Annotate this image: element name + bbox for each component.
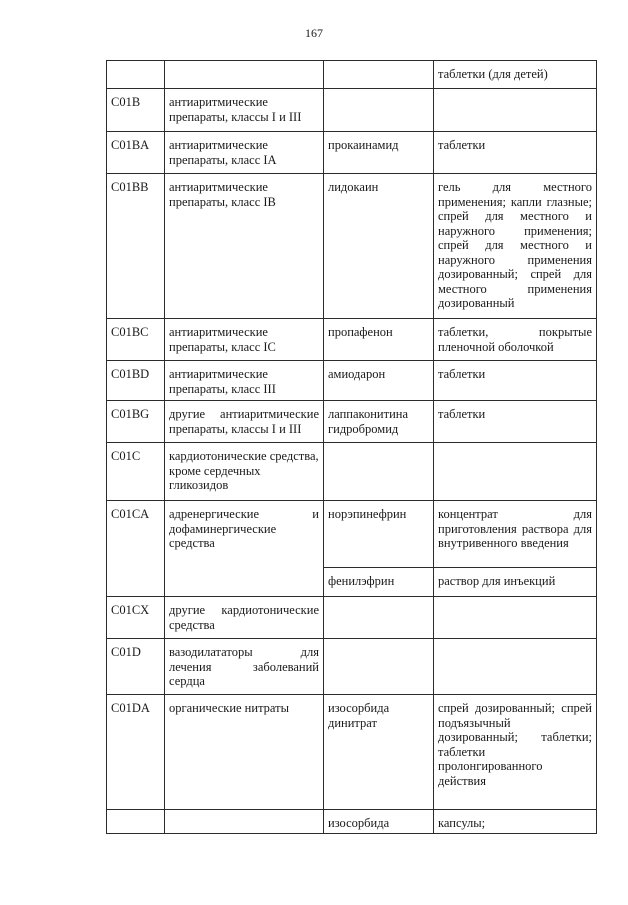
dosage-form-cell xyxy=(434,639,597,695)
atc-code-cell xyxy=(107,61,165,89)
atc-code-cell: C01BD xyxy=(107,361,165,401)
dosage-form-cell: раствор для инъекций xyxy=(434,568,597,597)
drug-name-cell xyxy=(324,639,434,695)
dosage-form-cell xyxy=(434,597,597,639)
drug-name-cell: пропафенон xyxy=(324,319,434,361)
group-name-cell xyxy=(165,810,324,834)
drug-name-cell: норэпинефрин xyxy=(324,501,434,568)
dosage-form-cell: капсулы; xyxy=(434,810,597,834)
drug-name-cell: лаппаконитина гидробромид xyxy=(324,401,434,443)
atc-code-cell: C01CA xyxy=(107,501,165,597)
dosage-form-cell: таблетки xyxy=(434,361,597,401)
table-row xyxy=(107,132,597,174)
atc-code-cell: C01B xyxy=(107,89,165,132)
drug-name-cell: прокаинамид xyxy=(324,132,434,174)
atc-code-cell xyxy=(107,810,165,834)
drug-table-wrapper xyxy=(106,60,597,834)
atc-code-cell: C01BA xyxy=(107,132,165,174)
atc-code-cell: C01BG xyxy=(107,401,165,443)
table-row xyxy=(107,501,597,568)
atc-code-cell: C01DA xyxy=(107,695,165,810)
table-row xyxy=(107,810,597,834)
dosage-form-cell: таблетки (для детей) xyxy=(434,61,597,89)
group-name-cell: другие кардиотонические средства xyxy=(165,597,324,639)
table-row xyxy=(107,61,597,89)
dosage-form-cell: таблетки xyxy=(434,401,597,443)
drug-classification-table xyxy=(106,60,597,834)
table-row xyxy=(107,174,597,319)
dosage-form-cell: гель для местного применения; капли глазные; спрей для местного и наружного применения; спрей для местного и наружного применения дозированный; спрей для местного применения дозированный xyxy=(434,174,597,319)
group-name-cell: антиаритмические препараты, класс III xyxy=(165,361,324,401)
table-row xyxy=(107,361,597,401)
table-row xyxy=(107,639,597,695)
group-name-cell: органические нитраты xyxy=(165,695,324,810)
table-row xyxy=(107,89,597,132)
group-name-cell: антиаритмические препараты, класс IA xyxy=(165,132,324,174)
dosage-form-cell: концентрат для приготовления раствора для внутривенного введения xyxy=(434,501,597,568)
dosage-form-cell: таблетки, покрытые пленочной оболочкой xyxy=(434,319,597,361)
group-name-cell: кардиотонические средства, кроме сердечных гликозидов xyxy=(165,443,324,501)
drug-name-cell xyxy=(324,443,434,501)
dosage-form-cell xyxy=(434,443,597,501)
atc-code-cell: C01BC xyxy=(107,319,165,361)
table-row xyxy=(107,695,597,810)
group-name-cell xyxy=(165,61,324,89)
dosage-form-cell: спрей дозированный; спрей подъязычный дозированный; таблетки; таблетки пролонгированного действия xyxy=(434,695,597,810)
drug-name-cell xyxy=(324,89,434,132)
drug-name-cell: фенилэфрин xyxy=(324,568,434,597)
dosage-form-cell: таблетки xyxy=(434,132,597,174)
drug-name-cell xyxy=(324,61,434,89)
group-name-cell: антиаритмические препараты, класс IB xyxy=(165,174,324,319)
drug-name-cell: изосорбида xyxy=(324,810,434,834)
drug-name-cell xyxy=(324,597,434,639)
atc-code-cell: C01C xyxy=(107,443,165,501)
dosage-form-cell xyxy=(434,89,597,132)
drug-name-cell: амиодарон xyxy=(324,361,434,401)
group-name-cell: антиаритмические препараты, классы I и III xyxy=(165,89,324,132)
table-row xyxy=(107,597,597,639)
table-row xyxy=(107,443,597,501)
drug-name-cell: лидокаин xyxy=(324,174,434,319)
group-name-cell: адренергические и дофаминергические средства xyxy=(165,501,324,597)
group-name-cell: другие антиаритмические препараты, классы I и III xyxy=(165,401,324,443)
table-row xyxy=(107,319,597,361)
atc-code-cell: C01D xyxy=(107,639,165,695)
drug-name-cell: изосорбида динитрат xyxy=(324,695,434,810)
atc-code-cell: C01CX xyxy=(107,597,165,639)
table-row xyxy=(107,401,597,443)
group-name-cell: антиаритмические препараты, класс IC xyxy=(165,319,324,361)
table-body xyxy=(107,61,597,834)
atc-code-cell: C01BB xyxy=(107,174,165,319)
page-number: 167 xyxy=(305,26,323,40)
group-name-cell: вазодилататоры для лечения заболеваний сердца xyxy=(165,639,324,695)
